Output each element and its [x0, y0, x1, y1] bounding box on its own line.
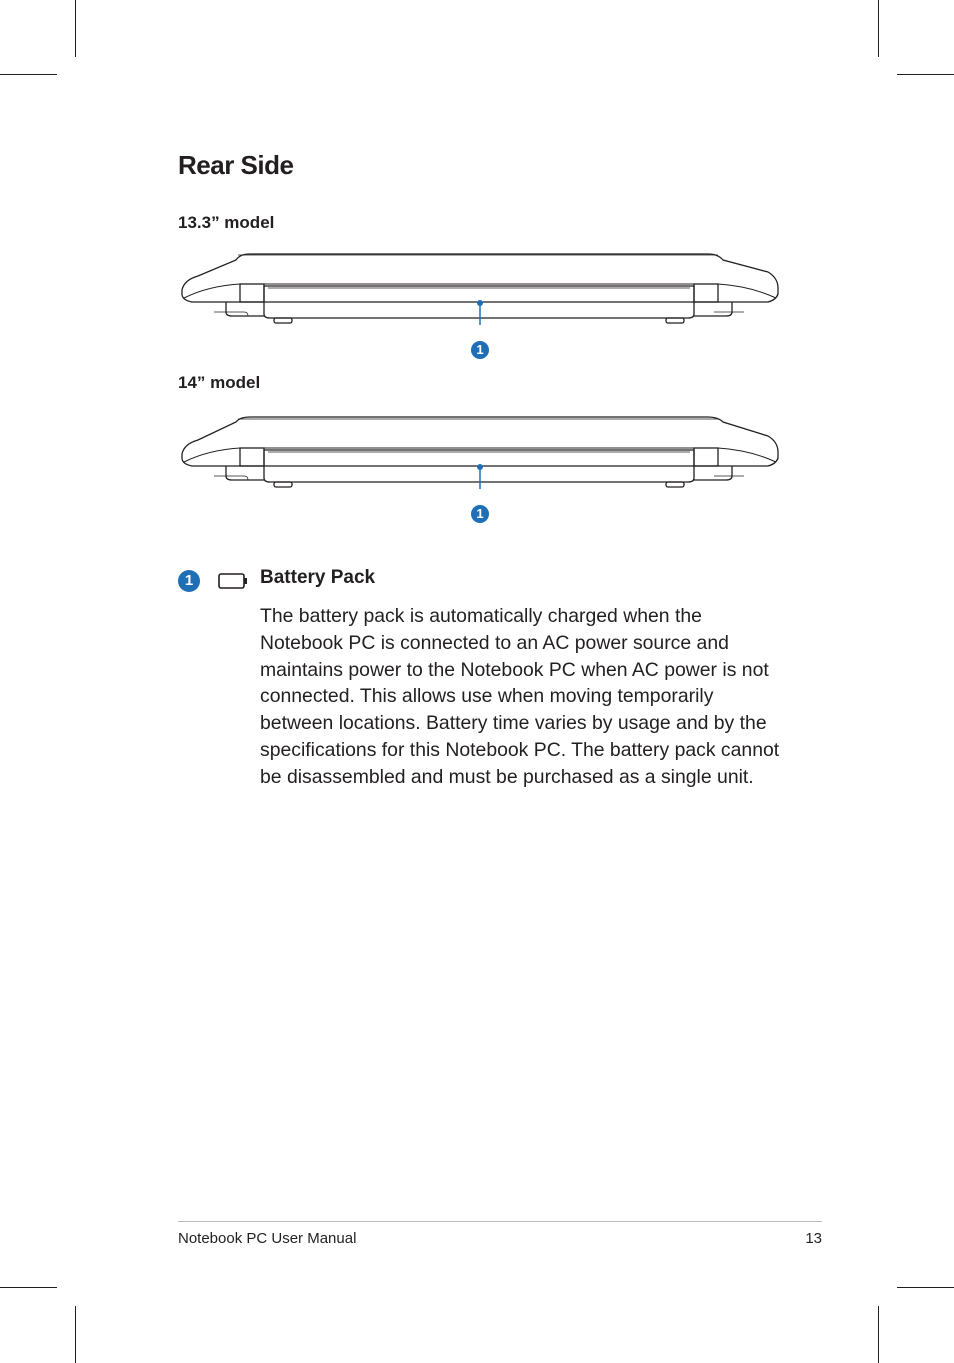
crop-mark [0, 74, 57, 75]
callout-1: 1 [471, 505, 489, 523]
model-label-14: 14” model [178, 373, 261, 392]
crop-mark [878, 0, 879, 57]
item-description: The battery pack is automatically charged when the Notebook PC is connected to an AC power source and maintains power to the Notebook PC when AC power is not connected. This allows use when moving temporarily between locations. Battery time varies by usage and by the specifications for this Notebook PC. The battery pack cannot be disassembled and must be purchased as a single unit. [260, 605, 780, 788]
callout-1: 1 [471, 341, 489, 359]
crop-mark [897, 1287, 954, 1288]
crop-mark [897, 74, 954, 75]
crop-mark [0, 1287, 57, 1288]
page-number: 13 [805, 1230, 822, 1247]
laptop-rear-illustration-13 [178, 250, 780, 325]
item-title: Battery Pack [260, 567, 376, 588]
footer-divider [178, 1221, 822, 1222]
crop-mark [75, 1306, 76, 1363]
crop-mark [75, 0, 76, 57]
page-title: Rear Side [178, 150, 294, 180]
item-number-badge: 1 [178, 570, 200, 592]
crop-mark [878, 1306, 879, 1363]
model-label-13: 13.3” model [178, 213, 275, 232]
footer-manual-title: Notebook PC User Manual [178, 1230, 357, 1247]
laptop-rear-illustration-14 [178, 414, 780, 489]
battery-icon [218, 572, 248, 590]
